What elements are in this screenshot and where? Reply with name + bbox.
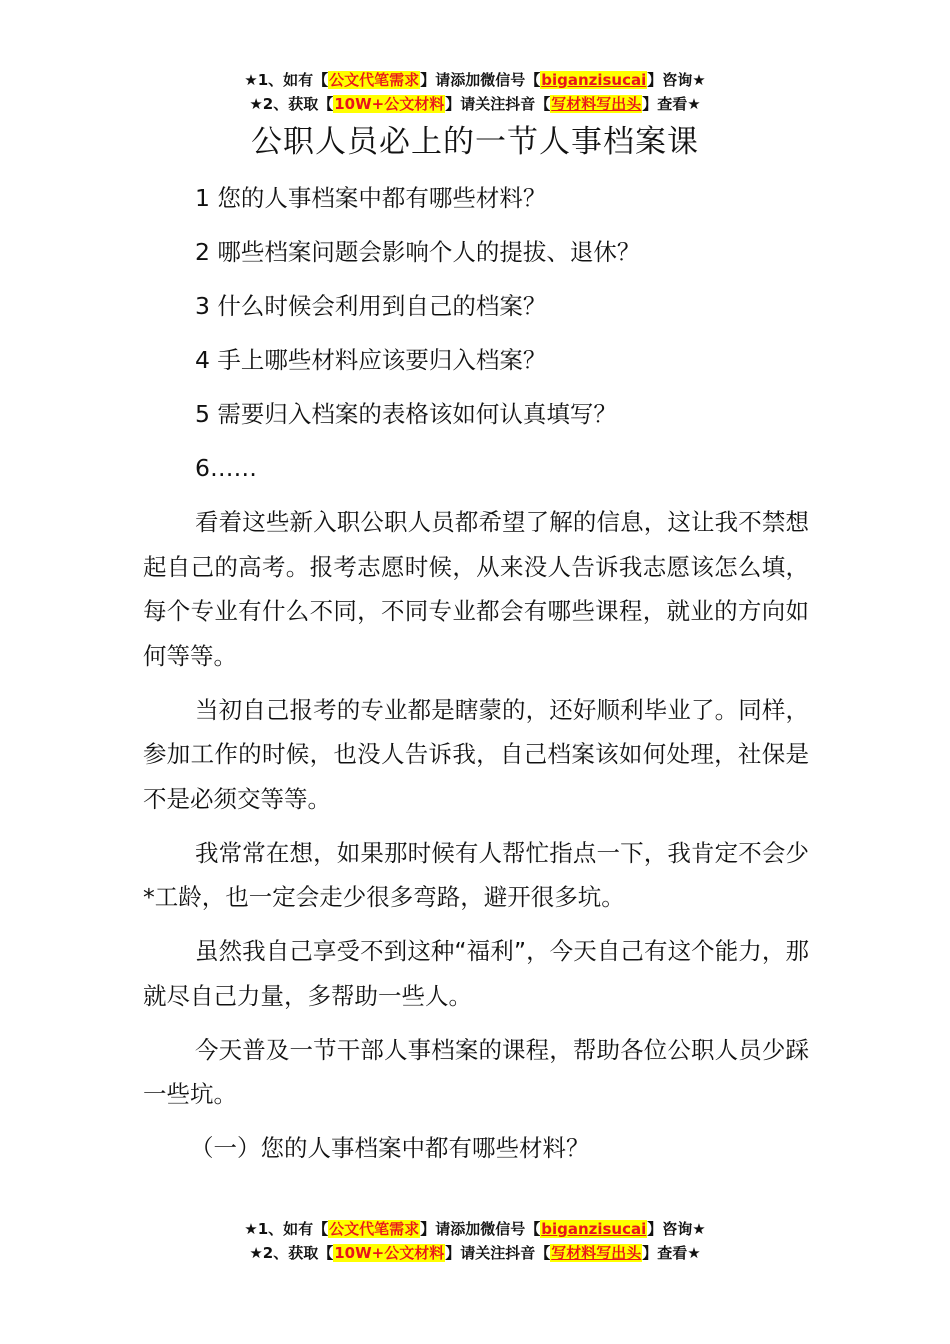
banner-highlight-wechat-id: biganzisucai	[541, 71, 647, 89]
body-paragraph: 今天普及一节干部人事档案的课程，帮助各位公职人员少踩一些坑。	[143, 1035, 809, 1108]
banner-highlight-wechat-id: biganzisucai	[541, 1220, 647, 1238]
banner-highlight-materials: 10W+公文材料	[334, 1244, 445, 1262]
banner-text: 】请添加微信号【	[420, 71, 541, 89]
banner-text: ★1、如有【	[244, 71, 329, 89]
banner-highlight-douyin: 写材料写出头	[551, 1244, 642, 1262]
question-item: 1 您的人事档案中都有哪些材料？	[195, 184, 547, 212]
banner-text: 】请添加微信号【	[420, 1220, 541, 1238]
banner-text: 】咨询★	[647, 71, 706, 89]
banner-highlight-douyin: 写材料写出头	[551, 95, 642, 113]
banner-text: ★1、如有【	[244, 1220, 329, 1238]
section-heading: （一）您的人事档案中都有哪些材料？	[190, 1134, 590, 1162]
banner-line-2	[0, 1241, 950, 1265]
footer-banner	[0, 1217, 950, 1265]
banner-highlight-service: 公文代笔需求	[329, 71, 420, 89]
banner-highlight-materials: 10W+公文材料	[334, 95, 445, 113]
banner-text: 】请关注抖音【	[445, 95, 551, 113]
banner-line-1	[0, 1217, 950, 1241]
banner-text: ★2、获取【	[249, 1244, 334, 1262]
banner-text: ★2、获取【	[249, 95, 334, 113]
banner-line-1	[0, 68, 950, 92]
banner-line-2	[0, 92, 950, 116]
body-paragraph: 我常常在想，如果那时候有人帮忙指点一下，我肯定不会少*工龄，也一定会走少很多弯路，避开很多坑。	[143, 838, 809, 911]
banner-highlight-service: 公文代笔需求	[329, 1220, 420, 1238]
banner-text: 】查看★	[642, 95, 701, 113]
question-item: 4 手上哪些材料应该要归入档案？	[195, 346, 547, 374]
document-body	[143, 176, 809, 1171]
document-title: 公职人员必上的一节人事档案课	[251, 124, 699, 160]
question-item: 2 哪些档案问题会影响个人的提拔、退休？	[195, 238, 641, 266]
body-paragraph: 看着这些新入职公职人员都希望了解的信息，这让我不禁想起自己的高考。报考志愿时候，从来没人告诉我志愿该怎么填，每个专业有什么不同，不同专业都会有哪些课程，就业的方向如何等等。	[143, 508, 809, 670]
question-item: 5 需要归入档案的表格该如何认真填写？	[195, 400, 617, 428]
question-item: 6……	[195, 454, 257, 482]
banner-text: 】咨询★	[647, 1220, 706, 1238]
question-item: 3 什么时候会利用到自己的档案？	[195, 292, 547, 320]
header-banner	[0, 68, 950, 116]
banner-text: 】请关注抖音【	[445, 1244, 551, 1262]
body-paragraph: 虽然我自己享受不到这种“福利”，今天自己有这个能力，那就尽自己力量，多帮助一些人。	[143, 937, 809, 1010]
body-paragraph: 当初自己报考的专业都是瞎蒙的，还好顺利毕业了。同样，参加工作的时候，也没人告诉我，自己档案该如何处理，社保是不是必须交等等。	[143, 695, 809, 813]
banner-text: 】查看★	[642, 1244, 701, 1262]
